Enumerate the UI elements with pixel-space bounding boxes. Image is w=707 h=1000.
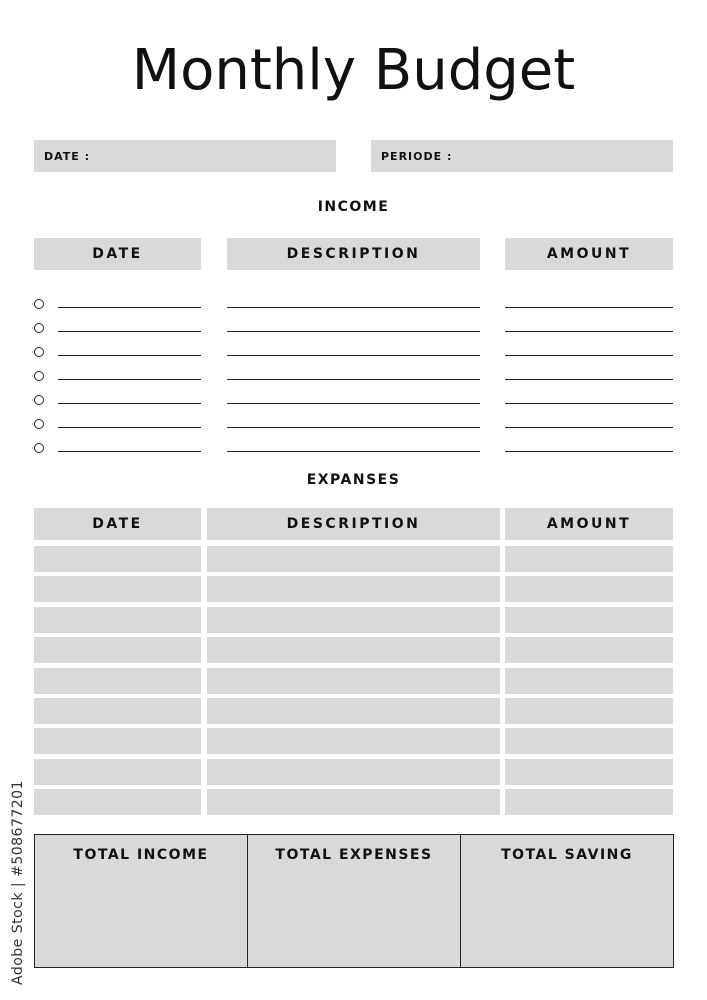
page-title: Monthly Budget	[131, 38, 576, 103]
income-row-amount-line[interactable]	[505, 307, 673, 308]
income-row-amount-line[interactable]	[505, 451, 673, 452]
expanse-cell-amount[interactable]	[505, 789, 673, 815]
expanses-header-date: DATE	[34, 508, 201, 540]
expanse-cell-date[interactable]	[34, 637, 201, 663]
expanse-cell-description[interactable]	[207, 759, 500, 785]
totals-box	[34, 834, 674, 968]
income-row-date-line[interactable]	[58, 379, 201, 380]
expanse-cell-amount[interactable]	[505, 576, 673, 602]
expanse-cell-amount[interactable]	[505, 698, 673, 724]
income-row-checkbox[interactable]	[34, 443, 44, 453]
income-row-checkbox[interactable]	[34, 299, 44, 309]
expanse-cell-date[interactable]	[34, 576, 201, 602]
expanse-cell-date[interactable]	[34, 546, 201, 572]
expanse-cell-description[interactable]	[207, 546, 500, 572]
income-header-date: DATE	[34, 238, 201, 270]
stock-watermark: Adobe Stock | #508677201	[10, 780, 26, 985]
total-income-cell[interactable]	[35, 835, 247, 967]
income-row-amount-line[interactable]	[505, 379, 673, 380]
income-header-amount: AMOUNT	[505, 238, 673, 270]
income-row-date-line[interactable]	[58, 307, 201, 308]
date-field[interactable]	[34, 140, 336, 172]
expanse-cell-description[interactable]	[207, 576, 500, 602]
total-expenses-label: TOTAL EXPENSES	[275, 847, 433, 863]
income-row-date-line[interactable]	[58, 403, 201, 404]
expanse-cell-amount[interactable]	[505, 728, 673, 754]
expanses-header-description: DESCRIPTION	[207, 508, 500, 540]
income-row-date-line[interactable]	[58, 331, 201, 332]
periode-field-label: PERIODE :	[381, 149, 453, 163]
income-header-description: DESCRIPTION	[227, 238, 480, 270]
expanse-cell-date[interactable]	[34, 668, 201, 694]
expanse-cell-date[interactable]	[34, 759, 201, 785]
expanse-cell-date[interactable]	[34, 789, 201, 815]
income-row-checkbox[interactable]	[34, 347, 44, 357]
income-row-description-line[interactable]	[227, 355, 480, 356]
income-row-description-line[interactable]	[227, 403, 480, 404]
income-row-date-line[interactable]	[58, 427, 201, 428]
income-row-description-line[interactable]	[227, 379, 480, 380]
expanse-cell-description[interactable]	[207, 789, 500, 815]
expanse-cell-description[interactable]	[207, 668, 500, 694]
expanse-cell-description[interactable]	[207, 698, 500, 724]
income-heading: INCOME	[317, 199, 390, 215]
income-row-checkbox[interactable]	[34, 371, 44, 381]
total-expenses-cell[interactable]	[247, 835, 460, 967]
income-row-checkbox[interactable]	[34, 419, 44, 429]
income-row-description-line[interactable]	[227, 427, 480, 428]
total-income-label: TOTAL INCOME	[73, 847, 209, 863]
expanse-cell-date[interactable]	[34, 728, 201, 754]
periode-field[interactable]	[371, 140, 673, 172]
income-row-amount-line[interactable]	[505, 355, 673, 356]
expanse-cell-date[interactable]	[34, 698, 201, 724]
income-row-amount-line[interactable]	[505, 427, 673, 428]
income-row-date-line[interactable]	[58, 451, 201, 452]
income-row-amount-line[interactable]	[505, 331, 673, 332]
total-saving-cell[interactable]	[460, 835, 673, 967]
income-row-checkbox[interactable]	[34, 323, 44, 333]
income-row-checkbox[interactable]	[34, 395, 44, 405]
expanse-cell-amount[interactable]	[505, 607, 673, 633]
expanse-cell-description[interactable]	[207, 637, 500, 663]
income-row-description-line[interactable]	[227, 331, 480, 332]
expanse-cell-amount[interactable]	[505, 759, 673, 785]
date-field-label: DATE :	[44, 149, 91, 163]
expanse-cell-amount[interactable]	[505, 668, 673, 694]
income-row-date-line[interactable]	[58, 355, 201, 356]
expanse-cell-description[interactable]	[207, 607, 500, 633]
expanses-heading: EXPANSES	[306, 472, 401, 488]
expanse-cell-amount[interactable]	[505, 637, 673, 663]
expanses-header-amount: AMOUNT	[505, 508, 673, 540]
income-row-description-line[interactable]	[227, 307, 480, 308]
expanse-cell-amount[interactable]	[505, 546, 673, 572]
income-row-amount-line[interactable]	[505, 403, 673, 404]
expanse-cell-description[interactable]	[207, 728, 500, 754]
expanse-cell-date[interactable]	[34, 607, 201, 633]
income-row-description-line[interactable]	[227, 451, 480, 452]
total-saving-label: TOTAL SAVING	[501, 847, 633, 863]
